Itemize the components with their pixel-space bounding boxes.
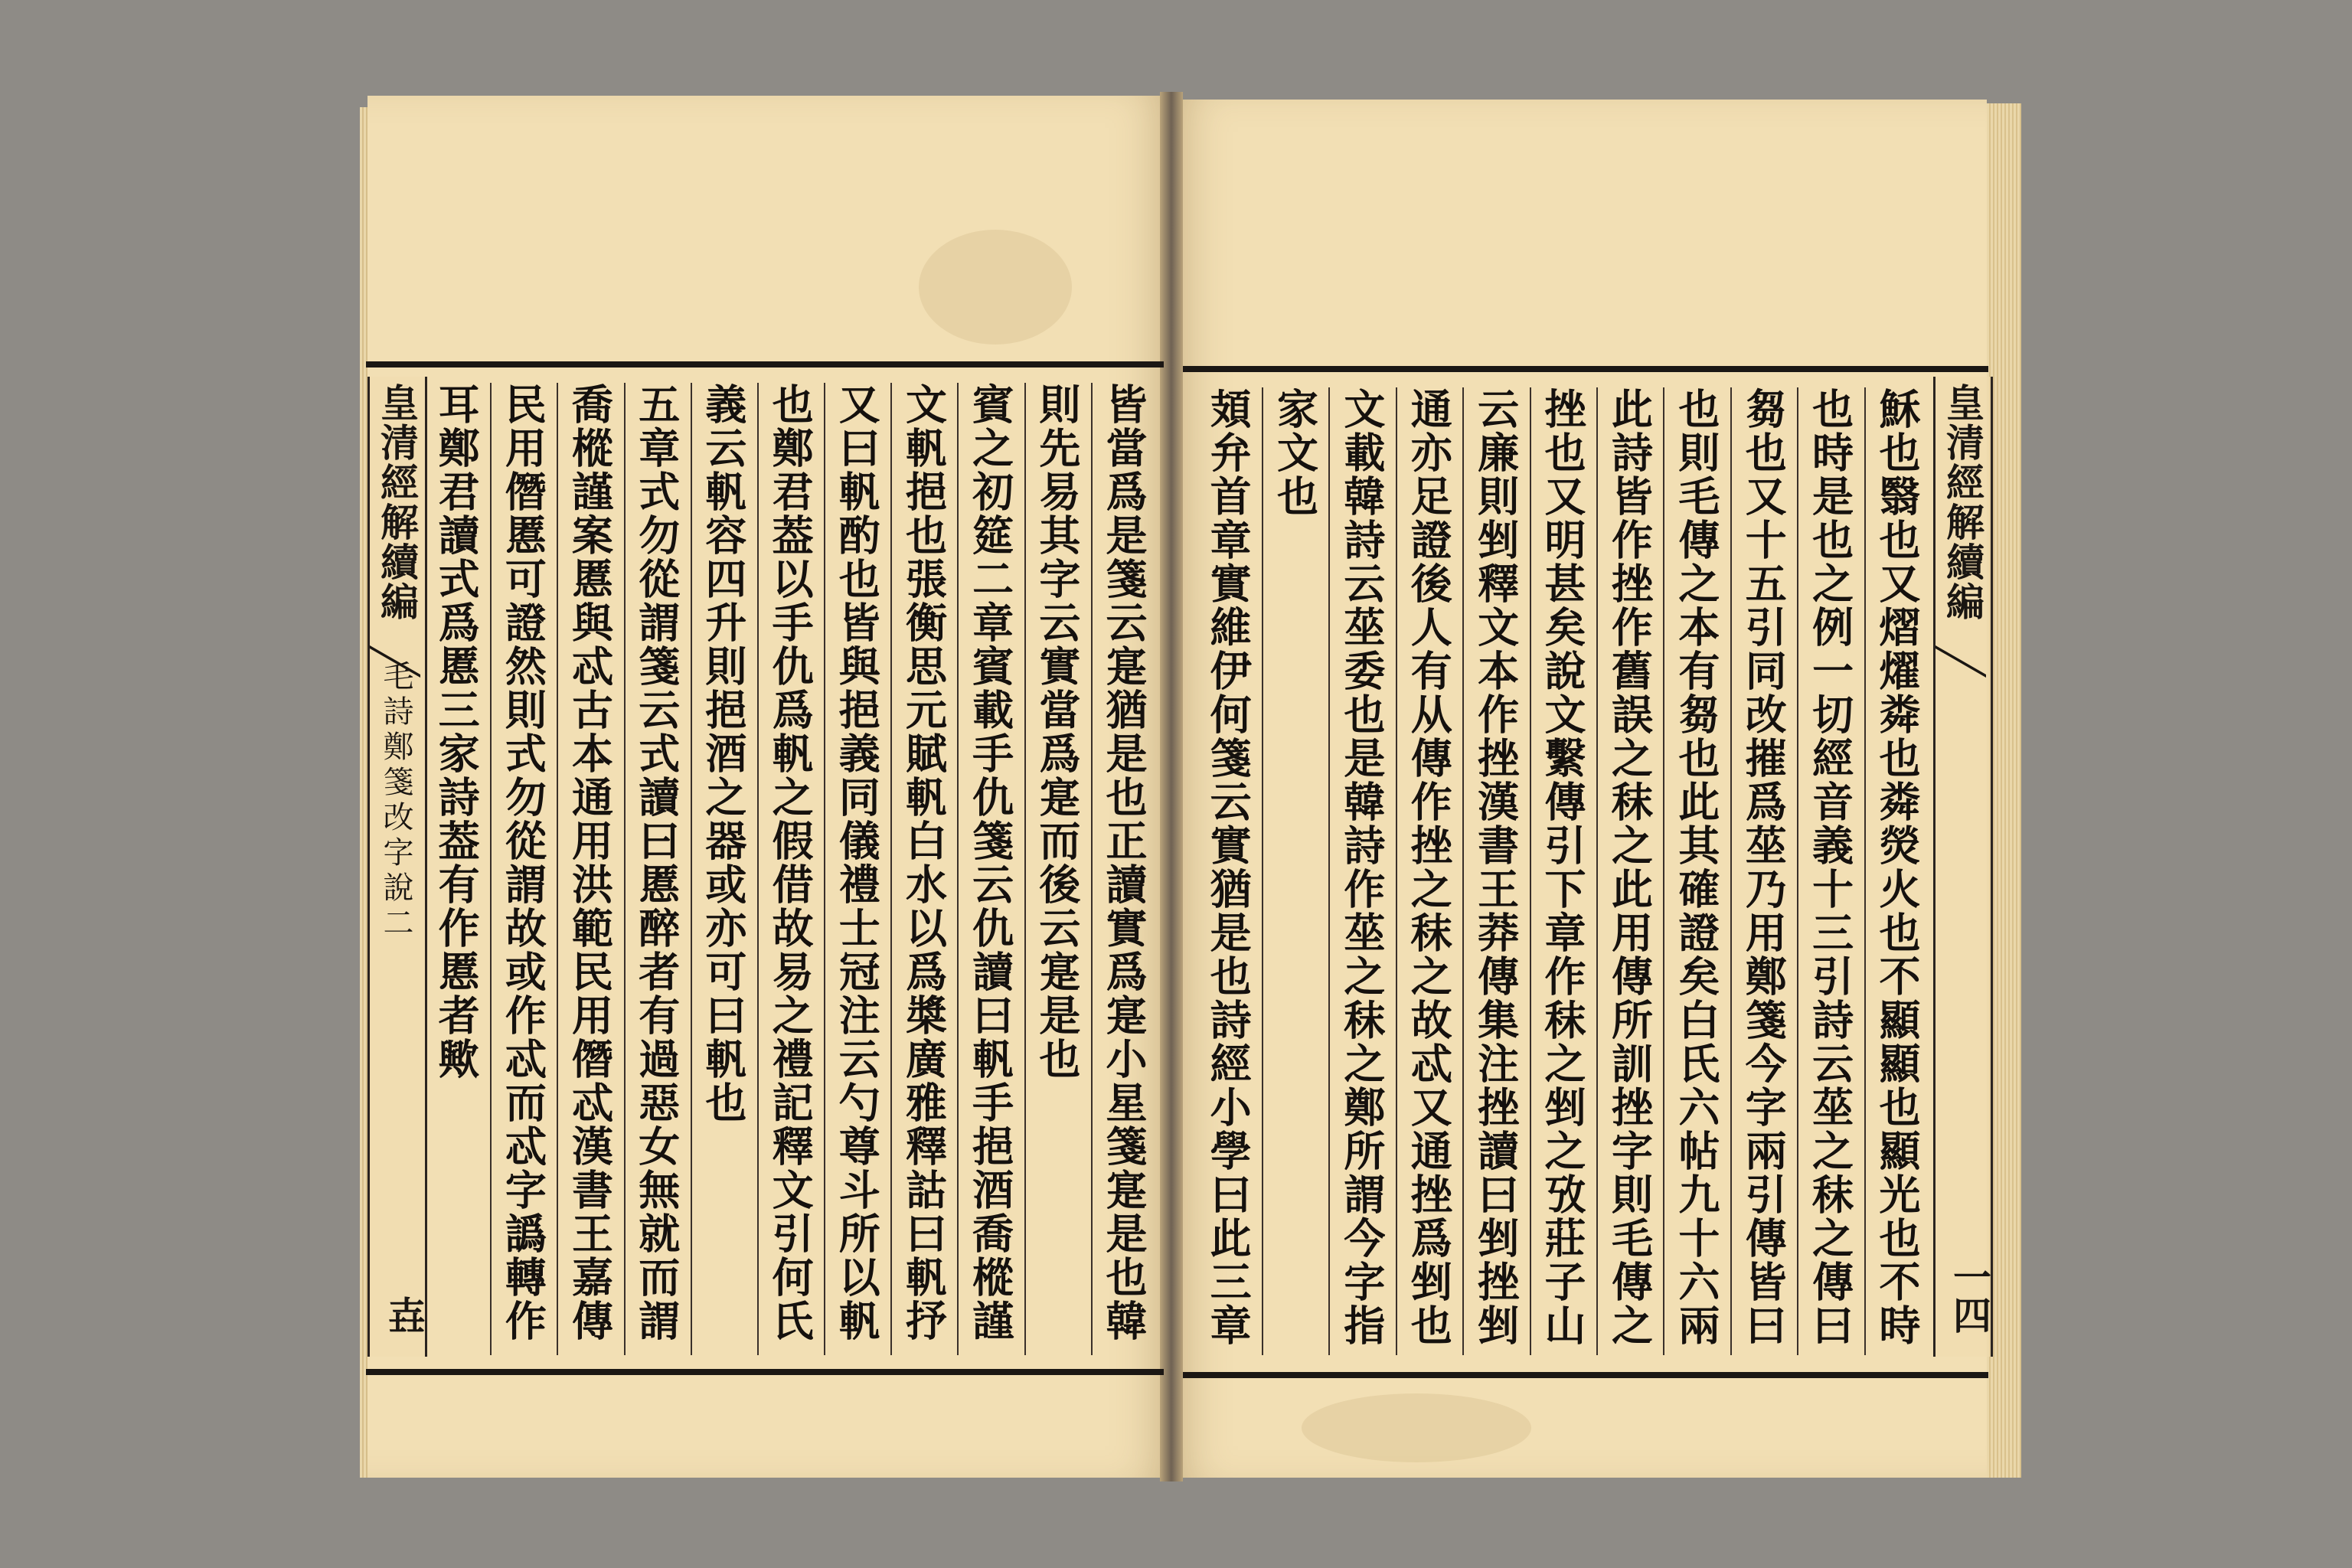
text-column: 穌也翳也又熠燿粦也粦熒火也不顯顯也顯光也不時 bbox=[1864, 387, 1931, 1355]
text-column: 五章式勿從謂箋云式讀曰慝醉者有過惡女無就而謂 bbox=[624, 383, 691, 1355]
banner-title: 皇清經解續編 bbox=[374, 383, 420, 622]
left-margin-banner bbox=[368, 377, 427, 1357]
text-column: 文軓挹也張衡思元賦軓白水以爲槳廣雅釋詁曰軓抒 bbox=[890, 383, 957, 1355]
paper-stain bbox=[919, 230, 1072, 345]
text-column: 民用僭慝可證然則式勿從謂故或作忒而忒字譌轉作 bbox=[490, 383, 557, 1355]
text-column: 此詩皆作挫作舊誤之秣之此用傳所訓挫字則毛傳之 bbox=[1596, 387, 1663, 1355]
text-column: 義云軓容四升則挹酒之器或亦可曰軓也 bbox=[691, 383, 757, 1355]
left-text-columns bbox=[423, 383, 1158, 1355]
page-number: 一四 bbox=[1947, 1257, 1992, 1334]
text-column: 皆當爲是箋云寔猶是也正讀實爲寔小星箋寔是也韓 bbox=[1091, 383, 1158, 1355]
text-column: 家文也 bbox=[1262, 387, 1328, 1355]
right-margin-banner bbox=[1933, 377, 1993, 1357]
right-text-columns bbox=[1194, 387, 1931, 1355]
text-column: 文載韓詩云莝委也是韓詩作莝之秣之鄭所謂今字指 bbox=[1328, 387, 1395, 1355]
text-column: 則先易其字云實當爲寔而後云寔是也 bbox=[1024, 383, 1091, 1355]
text-column: 賓之初筵二章賓載手仇箋云仇讀曰軓手挹酒喬樅謹 bbox=[957, 383, 1024, 1355]
text-column: 也則毛傳之本有芻也此其確證矣白氏六帖九十六兩 bbox=[1663, 387, 1730, 1355]
text-column: 喬樅謹案慝與忒古本通用洪範民用僭忒漢書王嘉傳 bbox=[557, 383, 623, 1355]
fish-tail-mark bbox=[1936, 622, 1986, 678]
text-column: 也時是也之例一切經音義十三引詩云莝之秣之傳曰 bbox=[1797, 387, 1864, 1355]
text-column: 耳鄭君讀式爲慝三家詩葢有作慝者歟 bbox=[432, 383, 482, 1081]
text-column: 芻也又十五引同改摧爲莝乃用鄭箋今字兩引傳皆曰 bbox=[1730, 387, 1797, 1355]
text-column: 挫也又明甚矣說文繫傳引下章作秣之剉之攷莊子山 bbox=[1530, 387, 1596, 1355]
text-column: 頍弁首章實維伊何箋云實猶是也詩經小學曰此三章 bbox=[1204, 387, 1253, 1348]
banner-title: 皇清經解續編 bbox=[1940, 383, 1985, 622]
text-column: 又曰軓酌也皆與挹義同儀禮士冠注云勺尊斗所以軓 bbox=[824, 383, 890, 1355]
page-number: 壵 bbox=[381, 1295, 426, 1334]
paper-stain bbox=[1302, 1393, 1531, 1462]
text-column: 也鄭君葢以手仇爲軓之假借故易之禮記釋文引何氏 bbox=[757, 383, 824, 1355]
text-column: 通亦足證後人有从傳作挫之秣之故忒又通挫爲剉也 bbox=[1396, 387, 1462, 1355]
text-column: 云廉則剉釋文本作挫漢書王莽傳集注挫讀曰剉挫剉 bbox=[1462, 387, 1529, 1355]
banner-subtitle: 毛詩鄭箋改字說二 bbox=[378, 660, 413, 942]
